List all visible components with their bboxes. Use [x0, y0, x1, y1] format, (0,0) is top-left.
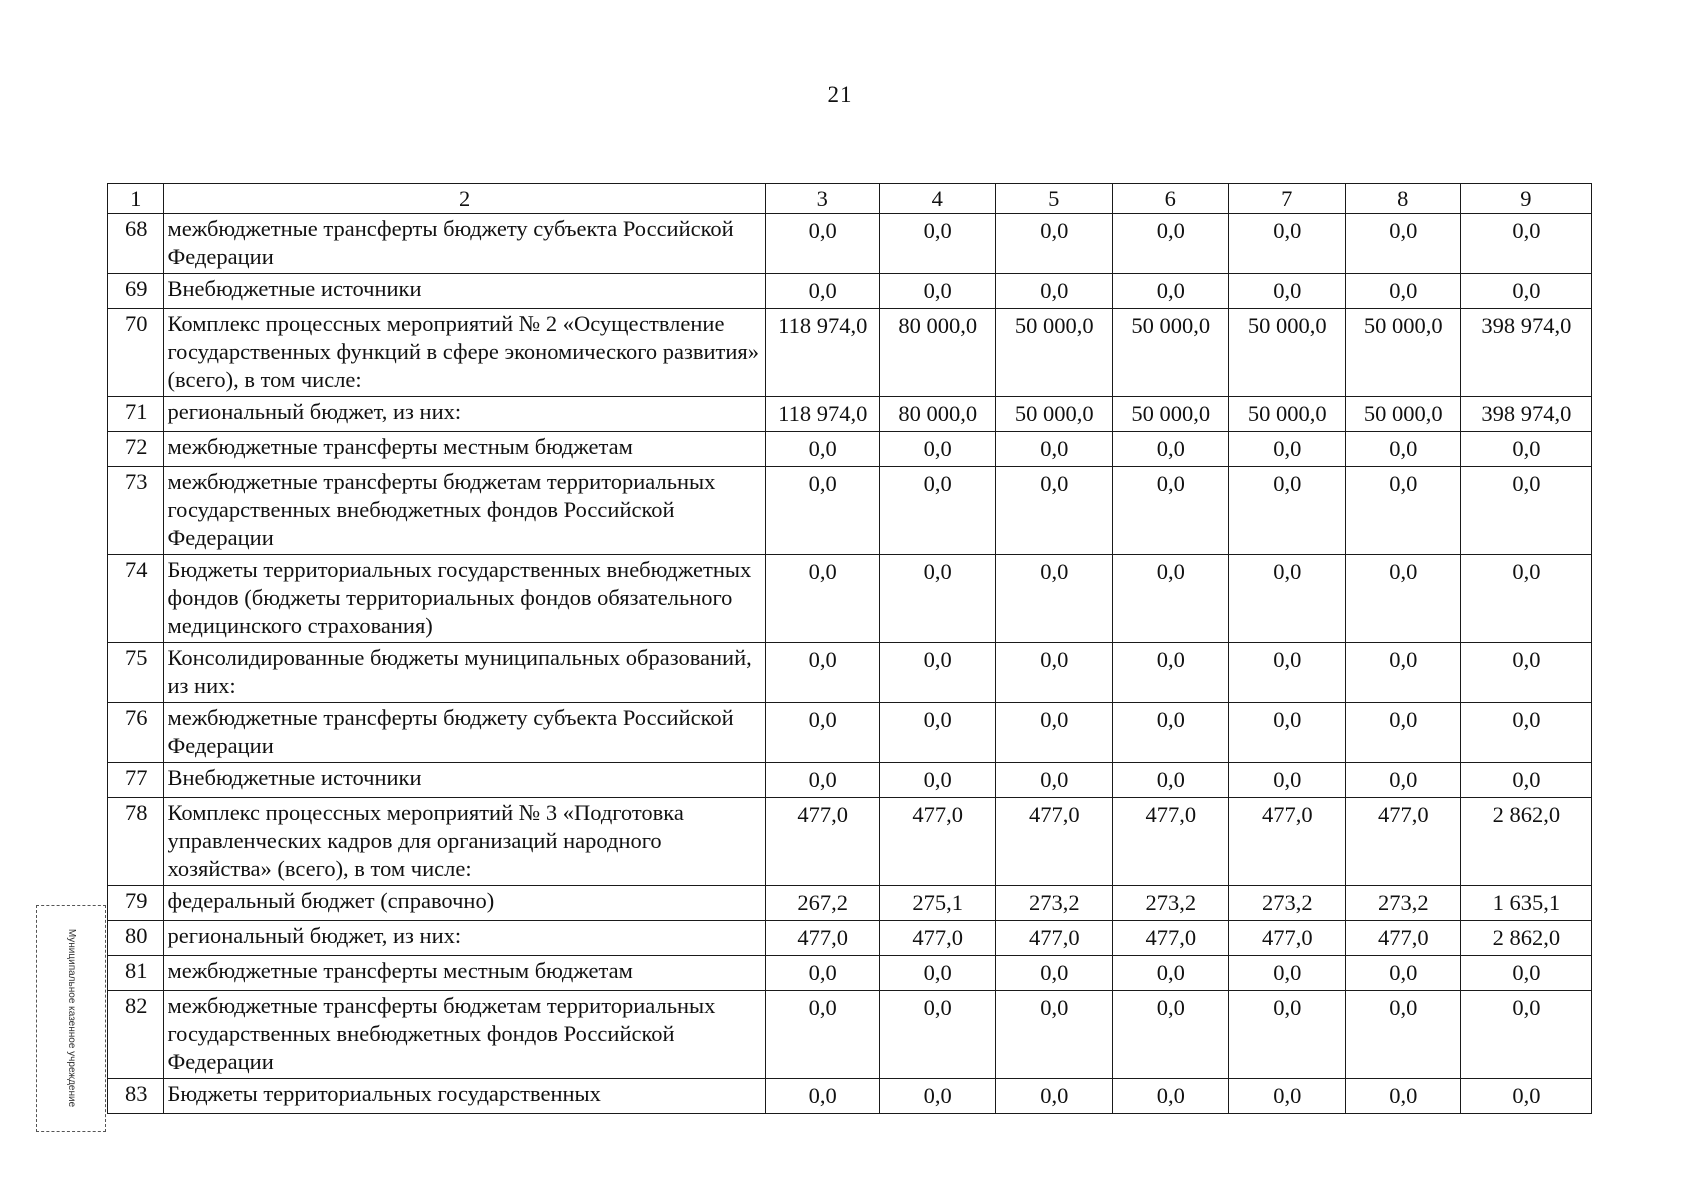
- value-cell: 477,0: [765, 798, 879, 886]
- value-cell: 0,0: [1112, 432, 1228, 467]
- value-cell: 50 000,0: [995, 397, 1112, 432]
- value-cell: 50 000,0: [1112, 309, 1228, 397]
- value-cell: 0,0: [765, 956, 879, 991]
- row-number: 79: [108, 886, 164, 921]
- value-cell: 0,0: [1460, 432, 1591, 467]
- value-cell: 0,0: [1228, 703, 1345, 763]
- value-cell: 273,2: [1112, 886, 1228, 921]
- value-cell: 80 000,0: [879, 397, 995, 432]
- row-description: Комплекс процессных мероприятий № 2 «Осуществление государственных функций в сфере экономического развития» (всего), в том числе:: [164, 309, 765, 397]
- value-cell: 0,0: [765, 1079, 879, 1114]
- value-cell: 0,0: [1112, 274, 1228, 309]
- row-description: Внебюджетные источники: [164, 274, 765, 309]
- archive-stamp: [36, 905, 106, 1132]
- value-cell: 0,0: [765, 274, 879, 309]
- table-row: [108, 991, 1592, 1079]
- row-number: 75: [108, 643, 164, 703]
- value-cell: 477,0: [1345, 798, 1460, 886]
- value-cell: 0,0: [995, 274, 1112, 309]
- row-number: 76: [108, 703, 164, 763]
- value-cell: 118 974,0: [765, 309, 879, 397]
- value-cell: 0,0: [765, 703, 879, 763]
- row-description: федеральный бюджет (справочно): [164, 886, 765, 921]
- value-cell: 0,0: [879, 214, 995, 274]
- value-cell: 477,0: [1228, 798, 1345, 886]
- row-description: межбюджетные трансферты местным бюджетам: [164, 432, 765, 467]
- value-cell: 477,0: [995, 921, 1112, 956]
- column-header: 1: [108, 184, 164, 214]
- value-cell: 0,0: [1345, 555, 1460, 643]
- row-description: Консолидированные бюджеты муниципальных образований, из них:: [164, 643, 765, 703]
- row-description: Бюджеты территориальных государственных: [164, 1079, 765, 1114]
- value-cell: 477,0: [879, 798, 995, 886]
- value-cell: 50 000,0: [995, 309, 1112, 397]
- row-number: 78: [108, 798, 164, 886]
- value-cell: 0,0: [879, 432, 995, 467]
- value-cell: 477,0: [995, 798, 1112, 886]
- table-row: [108, 397, 1592, 432]
- value-cell: 0,0: [879, 703, 995, 763]
- value-cell: 50 000,0: [1345, 309, 1460, 397]
- table-row: [108, 956, 1592, 991]
- value-cell: 0,0: [765, 763, 879, 798]
- table-row: [108, 1079, 1592, 1114]
- value-cell: 0,0: [879, 274, 995, 309]
- value-cell: 0,0: [879, 991, 995, 1079]
- value-cell: 0,0: [1112, 956, 1228, 991]
- row-number: 72: [108, 432, 164, 467]
- value-cell: 0,0: [995, 991, 1112, 1079]
- value-cell: 0,0: [1228, 956, 1345, 991]
- row-description: Внебюджетные источники: [164, 763, 765, 798]
- value-cell: 0,0: [1345, 274, 1460, 309]
- value-cell: 0,0: [1112, 1079, 1228, 1114]
- value-cell: 0,0: [1228, 991, 1345, 1079]
- value-cell: 0,0: [879, 643, 995, 703]
- row-number: 69: [108, 274, 164, 309]
- column-header: 6: [1112, 184, 1228, 214]
- value-cell: 477,0: [1112, 798, 1228, 886]
- table-row: [108, 886, 1592, 921]
- table-row: [108, 309, 1592, 397]
- value-cell: 0,0: [995, 1079, 1112, 1114]
- column-header: 5: [995, 184, 1112, 214]
- value-cell: 0,0: [879, 956, 995, 991]
- value-cell: 0,0: [1112, 467, 1228, 555]
- value-cell: 0,0: [1460, 1079, 1591, 1114]
- row-description: межбюджетные трансферты местным бюджетам: [164, 956, 765, 991]
- value-cell: 0,0: [1112, 991, 1228, 1079]
- stamp-text: Муниципальное казенное учреждение: [66, 928, 77, 1108]
- value-cell: 2 862,0: [1460, 921, 1591, 956]
- value-cell: 0,0: [1460, 956, 1591, 991]
- value-cell: 50 000,0: [1345, 397, 1460, 432]
- row-number: 71: [108, 397, 164, 432]
- value-cell: 0,0: [1460, 214, 1591, 274]
- value-cell: 0,0: [879, 555, 995, 643]
- value-cell: 0,0: [1460, 991, 1591, 1079]
- row-number: 77: [108, 763, 164, 798]
- value-cell: 0,0: [995, 214, 1112, 274]
- column-header: 8: [1345, 184, 1460, 214]
- table-row: [108, 432, 1592, 467]
- value-cell: 0,0: [1345, 1079, 1460, 1114]
- table-row: [108, 643, 1592, 703]
- table-row: [108, 921, 1592, 956]
- value-cell: 118 974,0: [765, 397, 879, 432]
- column-header: 7: [1228, 184, 1345, 214]
- value-cell: 0,0: [1345, 643, 1460, 703]
- value-cell: 0,0: [1345, 703, 1460, 763]
- table-row: [108, 214, 1592, 274]
- value-cell: 0,0: [995, 432, 1112, 467]
- value-cell: 0,0: [995, 703, 1112, 763]
- value-cell: 0,0: [1112, 703, 1228, 763]
- value-cell: 273,2: [1345, 886, 1460, 921]
- value-cell: 0,0: [1460, 703, 1591, 763]
- value-cell: 0,0: [1345, 991, 1460, 1079]
- value-cell: 0,0: [1345, 763, 1460, 798]
- value-cell: 398 974,0: [1460, 397, 1591, 432]
- value-cell: 0,0: [995, 467, 1112, 555]
- row-number: 74: [108, 555, 164, 643]
- column-number-header-row: [108, 184, 1592, 214]
- table-row: [108, 763, 1592, 798]
- value-cell: 0,0: [879, 763, 995, 798]
- value-cell: 0,0: [1345, 467, 1460, 555]
- value-cell: 0,0: [1345, 956, 1460, 991]
- value-cell: 477,0: [1345, 921, 1460, 956]
- value-cell: 0,0: [1228, 763, 1345, 798]
- value-cell: 0,0: [765, 643, 879, 703]
- row-number: 70: [108, 309, 164, 397]
- column-header: 4: [879, 184, 995, 214]
- column-header: 3: [765, 184, 879, 214]
- value-cell: 0,0: [1345, 432, 1460, 467]
- table-row: [108, 555, 1592, 643]
- row-description: межбюджетные трансферты бюджету субъекта Российской Федерации: [164, 214, 765, 274]
- row-description: Бюджеты территориальных государственных внебюджетных фондов (бюджеты территориальных фондов обязательного медицинского страхования): [164, 555, 765, 643]
- table-row: [108, 274, 1592, 309]
- value-cell: 477,0: [765, 921, 879, 956]
- value-cell: 267,2: [765, 886, 879, 921]
- value-cell: 0,0: [1228, 274, 1345, 309]
- row-description: межбюджетные трансферты бюджетам территориальных государственных внебюджетных фондов Российской Федерации: [164, 467, 765, 555]
- column-header: 9: [1460, 184, 1591, 214]
- value-cell: 0,0: [1228, 214, 1345, 274]
- value-cell: 0,0: [1228, 643, 1345, 703]
- value-cell: 0,0: [765, 432, 879, 467]
- value-cell: 0,0: [1228, 467, 1345, 555]
- row-number: 83: [108, 1079, 164, 1114]
- value-cell: 0,0: [1228, 432, 1345, 467]
- value-cell: 477,0: [1228, 921, 1345, 956]
- value-cell: 2 862,0: [1460, 798, 1591, 886]
- value-cell: 0,0: [765, 991, 879, 1079]
- table-body: [108, 184, 1592, 1114]
- row-number: 68: [108, 214, 164, 274]
- row-number: 81: [108, 956, 164, 991]
- value-cell: 0,0: [765, 555, 879, 643]
- table-row: [108, 798, 1592, 886]
- page-number: 21: [827, 82, 853, 107]
- value-cell: 275,1: [879, 886, 995, 921]
- value-cell: 0,0: [1460, 467, 1591, 555]
- value-cell: 0,0: [879, 1079, 995, 1114]
- value-cell: 0,0: [1228, 1079, 1345, 1114]
- value-cell: 0,0: [1112, 643, 1228, 703]
- value-cell: 0,0: [1460, 763, 1591, 798]
- value-cell: 273,2: [995, 886, 1112, 921]
- row-number: 80: [108, 921, 164, 956]
- value-cell: 398 974,0: [1460, 309, 1591, 397]
- value-cell: 0,0: [879, 467, 995, 555]
- row-number: 82: [108, 991, 164, 1079]
- value-cell: 0,0: [995, 763, 1112, 798]
- value-cell: 0,0: [765, 467, 879, 555]
- value-cell: 0,0: [1112, 214, 1228, 274]
- value-cell: 1 635,1: [1460, 886, 1591, 921]
- value-cell: 50 000,0: [1228, 397, 1345, 432]
- value-cell: 0,0: [765, 214, 879, 274]
- row-description: межбюджетные трансферты бюджетам территориальных государственных внебюджетных фондов Российской Федерации: [164, 991, 765, 1079]
- value-cell: 273,2: [1228, 886, 1345, 921]
- table-row: [108, 467, 1592, 555]
- value-cell: 0,0: [995, 555, 1112, 643]
- row-description: региональный бюджет, из них:: [164, 921, 765, 956]
- table-row: [108, 703, 1592, 763]
- value-cell: 0,0: [995, 643, 1112, 703]
- value-cell: 50 000,0: [1112, 397, 1228, 432]
- column-header: 2: [164, 184, 765, 214]
- row-description: региональный бюджет, из них:: [164, 397, 765, 432]
- value-cell: 0,0: [1460, 643, 1591, 703]
- value-cell: 50 000,0: [1228, 309, 1345, 397]
- value-cell: 0,0: [1460, 555, 1591, 643]
- value-cell: 0,0: [1345, 214, 1460, 274]
- value-cell: 477,0: [1112, 921, 1228, 956]
- budget-table: [107, 183, 1592, 1114]
- value-cell: 80 000,0: [879, 309, 995, 397]
- row-description: Комплекс процессных мероприятий № 3 «Подготовка управленческих кадров для организаций народного хозяйства» (всего), в том числе:: [164, 798, 765, 886]
- value-cell: 0,0: [1112, 555, 1228, 643]
- row-number: 73: [108, 467, 164, 555]
- value-cell: 0,0: [1460, 274, 1591, 309]
- value-cell: 0,0: [1112, 763, 1228, 798]
- row-description: межбюджетные трансферты бюджету субъекта Российской Федерации: [164, 703, 765, 763]
- value-cell: 0,0: [995, 956, 1112, 991]
- value-cell: 477,0: [879, 921, 995, 956]
- value-cell: 0,0: [1228, 555, 1345, 643]
